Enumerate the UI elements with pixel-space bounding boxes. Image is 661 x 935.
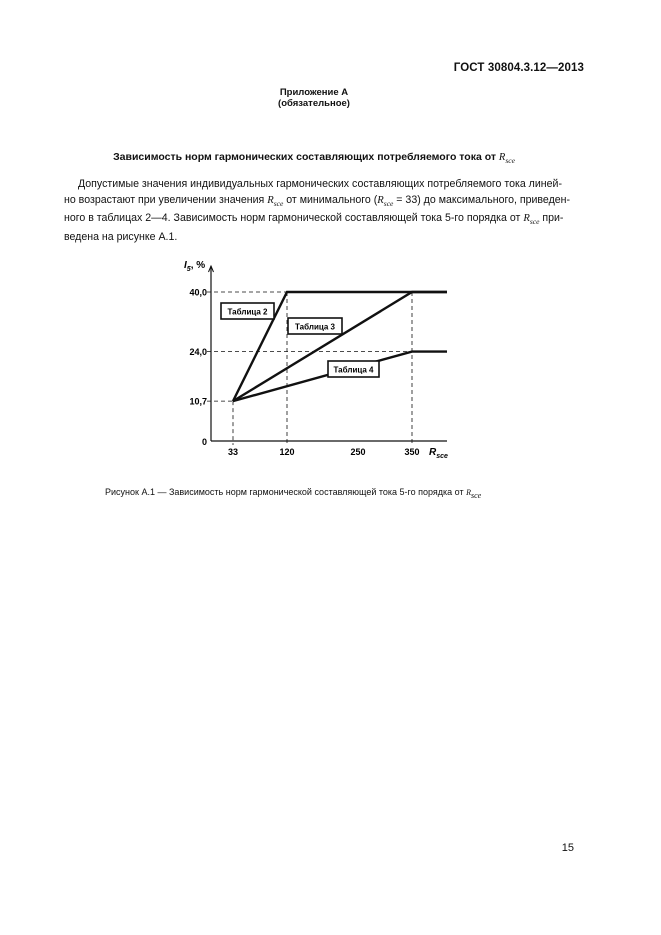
para-line-4: ведена на рисунке А.1. [64,230,178,243]
para-text: от минимального ( [283,193,378,206]
y-tick-label: 10,7 [189,396,207,407]
para-text: ного в таблицах 2—4. Зависимость норм гармонической составляющей тока 5-го порядка от [64,212,524,225]
para-text: = 33) до максимального, приведен- [393,193,571,206]
x-axis-sub: sce [436,453,448,460]
y-axis-unit: , % [190,260,206,271]
para-line-1: Допустимые значения индивидуальных гармонических составляющих потребляемого тока линей- [78,178,562,190]
y-axis-var: I [184,260,187,271]
standard-id: ГОСТ 30804.3.12—2013 [453,62,584,74]
para-text: но возрастают при увеличении значения [64,193,268,206]
var-sub: sce [273,198,284,208]
origin-label: 0 [201,437,207,447]
var-sub: sce [383,198,394,208]
heading-var: R [498,152,506,163]
x-axis-var: R [429,447,437,458]
y-axis-label [184,260,205,273]
var-r: R [377,194,384,206]
y-tick-label: 24,0 [189,347,207,358]
figure-caption [105,487,481,500]
heading-sub: sce [505,156,515,166]
y-tick-label: 40,0 [189,287,207,298]
var-sub: sce [529,217,540,227]
heading-text: Зависимость норм гармонических составляющих потребляемого тока от [113,151,499,163]
annex-title: Приложение А [279,87,349,98]
y-axis-sub: 5 [186,266,191,273]
var-r: R [267,194,274,206]
series-label: Таблица 2 [227,307,268,317]
page-number: 15 [561,842,574,854]
caption-sub: sce [471,490,482,500]
x-tick-label: 350 [404,447,420,457]
var-r: R [523,213,530,225]
x-tick-label: 250 [350,447,366,457]
caption-text: Рисунок А.1 — Зависимость норм гармонической составляющей тока 5-го порядка от [105,487,467,497]
series-label: Таблица 4 [333,365,374,375]
x-tick-label: 33 [227,447,239,457]
series-label: Таблица 3 [294,322,336,332]
annex-subtitle: (обязательное) [278,98,350,109]
x-tick-label: 120 [279,447,295,457]
caption-var: R [466,488,472,497]
x-axis-label [429,447,448,460]
para-text: при- [539,212,564,225]
